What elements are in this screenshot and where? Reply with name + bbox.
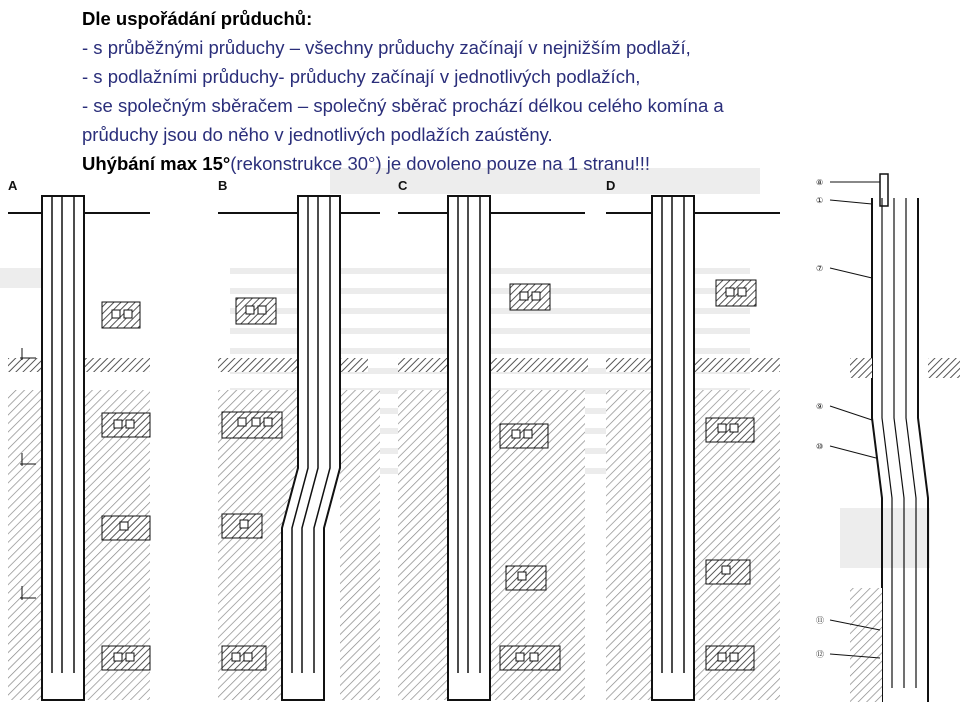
callout-9: ⑨ (816, 402, 824, 411)
text-block (82, 4, 952, 178)
text-line-3: - se společným sběračem – společný sběrač prochází délkou celého komína a (82, 95, 724, 116)
callout-11: ⑪ (816, 616, 824, 625)
callout-10: ⑩ (816, 442, 824, 451)
slide-heading: Dle uspořádání průduchů: (82, 8, 313, 29)
chimney-diagram (0, 168, 960, 702)
deviation-limit-text: Uhýbání max 15° (82, 153, 231, 174)
detail-section (816, 174, 960, 702)
text-line-1: - s průběžnými průduchy – všechny průduchy začínají v nejnižším podlaží, (82, 37, 691, 58)
callout-1: ① (816, 196, 824, 205)
callout-12: ⑫ (816, 650, 824, 659)
deviation-note-text: (rekonstrukce 30°) je dovoleno pouze na 1 stranu!!! (230, 153, 651, 174)
panel-label-c: C (398, 178, 408, 193)
callout-8: ⑧ (816, 178, 824, 187)
panel-label-b: B (218, 178, 228, 193)
callout-7: ⑦ (816, 264, 824, 273)
text-line-2: - s podlažními průduchy- průduchy začínají v jednotlivých podlažích, (82, 66, 641, 87)
panel-label-d: D (606, 178, 616, 193)
text-line-4: průduchy jsou do něho v jednotlivých podlažích zaústěny. (82, 124, 553, 145)
panel-label-a: A (8, 178, 18, 193)
